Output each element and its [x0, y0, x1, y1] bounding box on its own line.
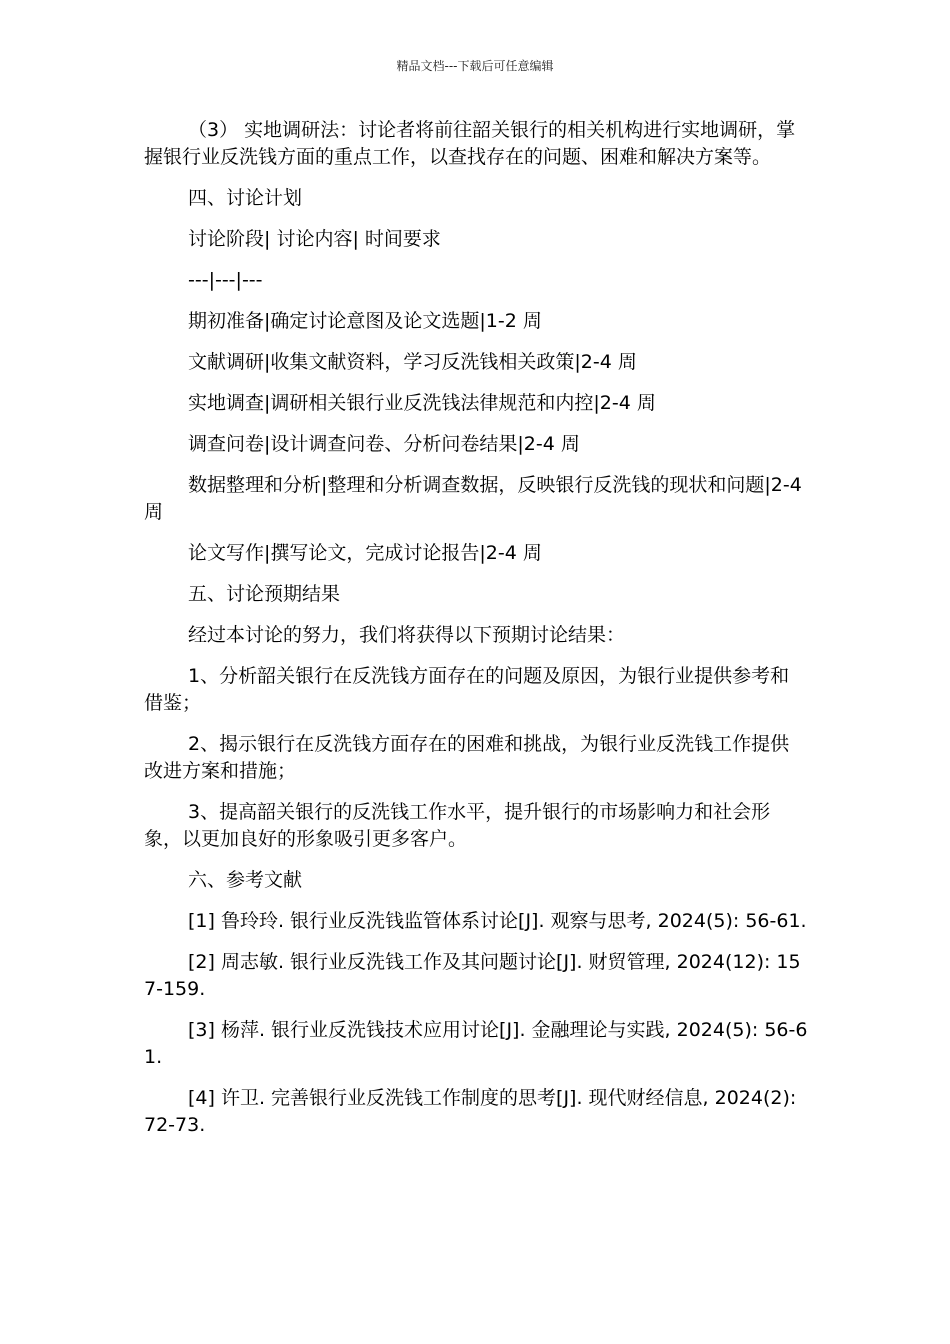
plan-row-questionnaire: 调查问卷|设计调查问卷、分析问卷结果|2-4 周 — [188, 433, 580, 455]
result-item-3: 3、提高韶关银行的反洗钱工作水平，提升银行的市场影响力和社会形象，以更加良好的形象吸引更多客户。 — [144, 801, 771, 850]
reference-2: [2] 周志敏. 银行业反洗钱工作及其问题讨论[J]. 财贸管理, 2024(12): 157-159. — [144, 951, 801, 1000]
paragraph-field-research-method: （3） 实地调研法：讨论者将前往韶关银行的相关机构进行实地调研，掌握银行业反洗钱方面的重点工作，以查找存在的问题、困难和解决方案等。 — [144, 119, 796, 168]
reference-4: [4] 许卫. 完善银行业反洗钱工作制度的思考[J]. 现代财经信息, 2024(2): 72-73. — [144, 1087, 797, 1136]
paragraph-results-intro: 经过本讨论的努力，我们将获得以下预期讨论结果： — [188, 624, 626, 646]
plan-table-header: 讨论阶段| 讨论内容| 时间要求 — [188, 228, 441, 250]
heading-references: 六、参考文献 — [188, 869, 303, 891]
plan-row-field-survey: 实地调查|调研相关银行业反洗钱法律规范和内控|2-4 周 — [188, 392, 656, 414]
plan-table-separator: ---|---|--- — [188, 269, 263, 291]
plan-row-writing: 论文写作|撰写论文，完成讨论报告|2-4 周 — [188, 542, 542, 564]
reference-1: [1] 鲁玲玲. 银行业反洗钱监管体系讨论[J]. 观察与思考, 2024(5): 56-61. — [188, 910, 807, 932]
plan-row-literature: 文献调研|收集文献资料，学习反洗钱相关政策|2-4 周 — [188, 351, 637, 373]
result-item-1: 1、分析韶关银行在反洗钱方面存在的问题及原因，为银行业提供参考和借鉴； — [144, 665, 790, 714]
heading-research-plan: 四、讨论计划 — [188, 187, 303, 209]
page-header: 精品文档---下载后可任意编辑 — [396, 59, 554, 73]
document-body — [144, 117, 808, 1153]
heading-expected-results: 五、讨论预期结果 — [188, 583, 341, 605]
result-item-2: 2、揭示银行在反洗钱方面存在的困难和挑战，为银行业反洗钱工作提供改进方案和措施； — [144, 733, 790, 782]
reference-3: [3] 杨萍. 银行业反洗钱技术应用讨论[J]. 金融理论与实践, 2024(5): 56-61. — [144, 1019, 808, 1068]
plan-row-preparation: 期初准备|确定讨论意图及论文选题|1-2 周 — [188, 310, 542, 332]
plan-row-data-analysis: 数据整理和分析|整理和分析调查数据，反映银行反洗钱的现状和问题|2-4 周 — [144, 474, 802, 523]
